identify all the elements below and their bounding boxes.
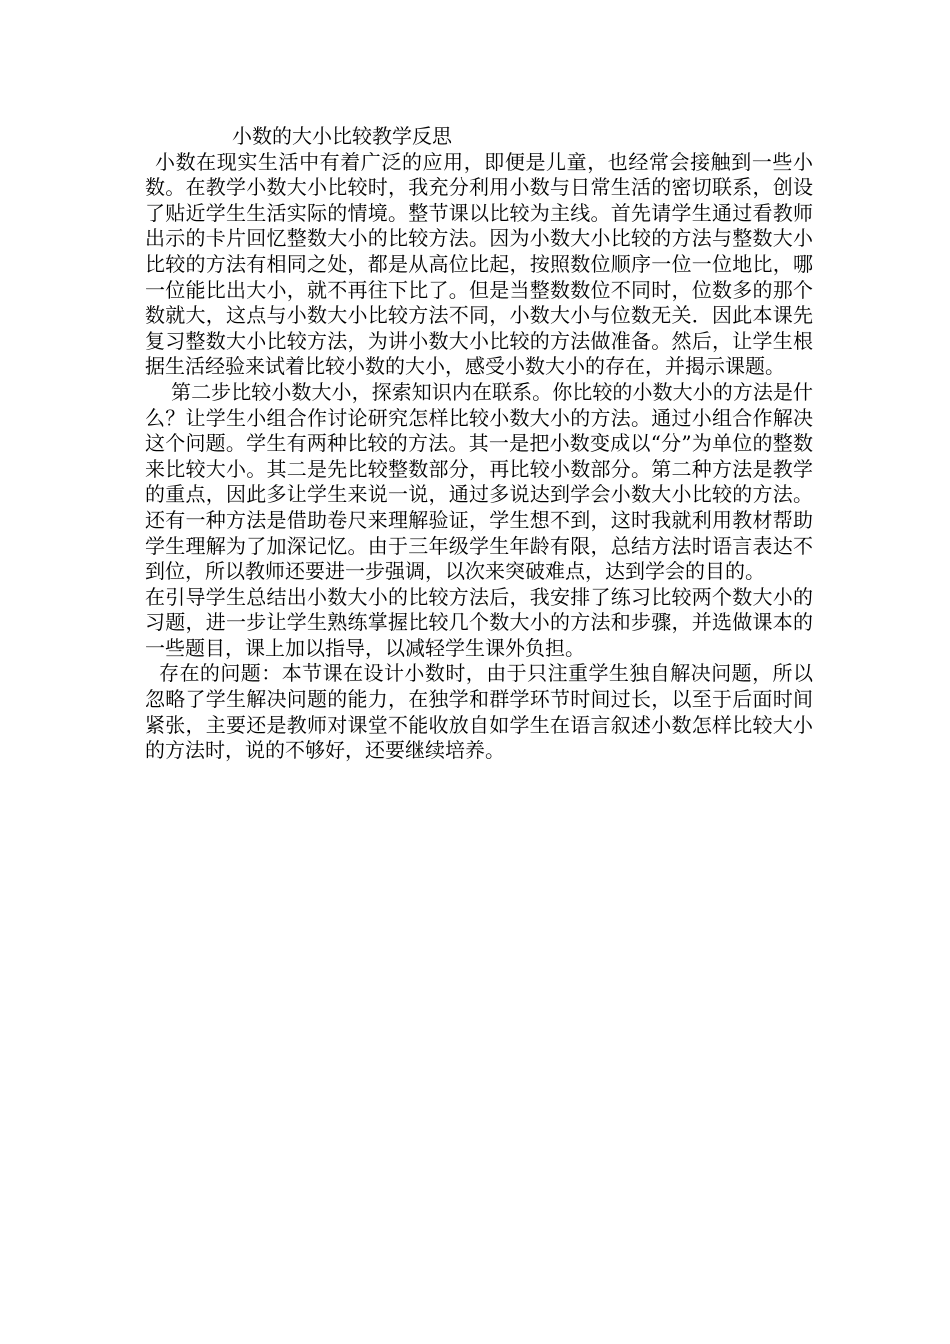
paragraph-practice: 在引导学生总结出小数大小的比较方法后，我安排了练习比较两个数大小的习题，进一步让学生熟练掌握比较几个数大小的方法和步骤，并选做课本的一些题目，课上加以指导，以减轻学生课外负担。 (145, 584, 813, 660)
document-body (145, 124, 813, 764)
paragraph-problems: 存在的问题：本节课在设计小数时，由于只注重学生独自解决问题，所以忽略了学生解决问题的能力，在独学和群学环节时间过长，以至于后面时间紧张，主要还是教师对课堂不能收放自如学生在语言叙述小数怎样比较大小的方法时，说的不够好，还要继续培养。 (145, 661, 813, 763)
paragraph-step-two: 第二步比较小数大小，探索知识内在联系。你比较的小数大小的方法是什么？让学生小组合作讨论研究怎样比较小数大小的方法。通过小组合作解决这个问题。学生有两种比较的方法。其一是把小数变成以“分”为单位的整数来比较大小。其二是先比较整数部分，再比较小数部分。第二种方法是教学的重点，因此多让学生来说一说，通过多说达到学会小数大小比较的方法。还有一种方法是借助卷尺来理解验证，学生想不到，这时我就利用教材帮助学生理解为了加深记忆。由于三年级学生年龄有限，总结方法时语言表达不到位，所以教师还要进一步强调，以次来突破难点，达到学会的目的。 (145, 379, 813, 584)
paragraph-intro: 小数在现实生活中有着广泛的应用，即便是儿童，也经常会接触到一些小数。在教学小数大小比较时，我充分利用小数与日常生活的密切联系，创设了贴近学生生活实际的情境。整节课以比较为主线。首先请学生通过看教师出示的卡片回忆整数大小的比较方法。因为小数大小比较的方法与整数大小比较的方法有相同之处，都是从高位比起，按照数位顺序一位一位地比，哪一位能比出大小，就不再往下比了。但是当整数数位不同时，位数多的那个数就大，这点与小数大小比较方法不同，小数大小与位数无关．因此本课先复习整数大小比较方法，为讲小数大小比较的方法做准备。然后，让学生根据生活经验来试着比较小数的大小，感受小数大小的存在，并揭示课题。 (145, 149, 813, 379)
document-title: 小数的大小比较教学反思 (232, 124, 452, 148)
